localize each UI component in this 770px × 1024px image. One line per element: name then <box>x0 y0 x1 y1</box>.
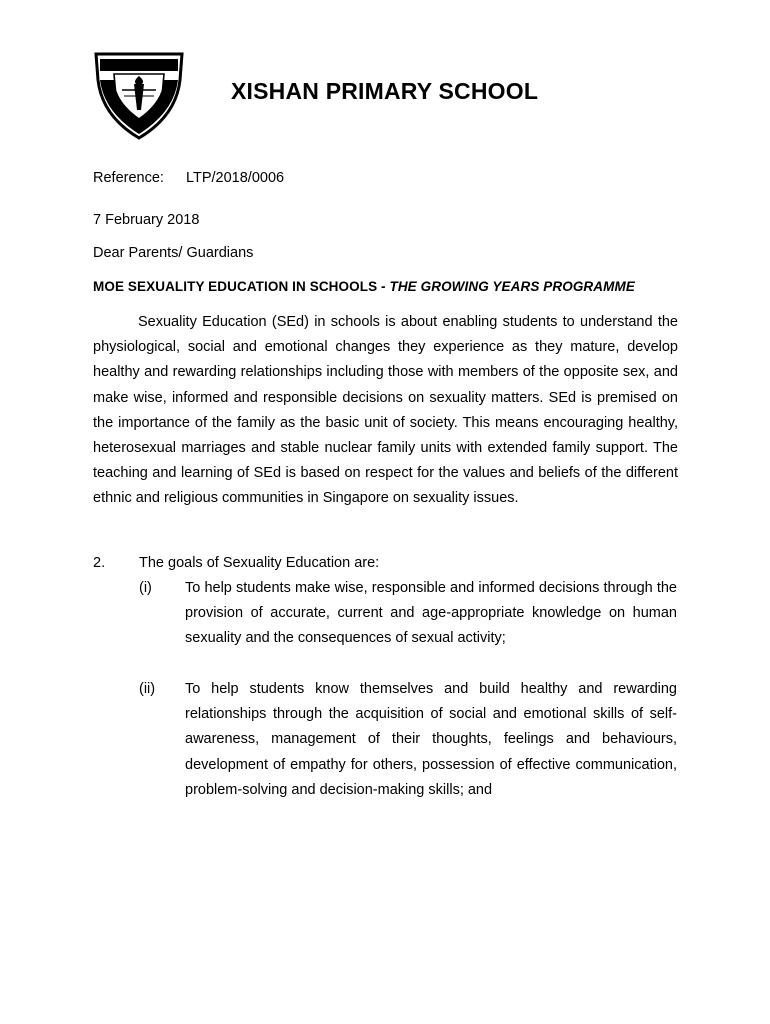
goal-2-text: To help students know themselves and build healthy and rewarding relationships through the acquisition of social and emotional skills of self-awareness, management of their thoughts, feelings and behaviours, development of empathy for others, possession of effective communication, problem-solving and decision-making skills; and <box>185 681 677 798</box>
letter-subject <box>93 279 635 294</box>
goal-1-text: To help students make wise, responsible and informed decisions through the provision of accurate, current and age-appropriate knowledge on human sexuality and the consequences of sexual activity; <box>185 580 677 647</box>
section-2-intro: The goals of Sexuality Education are: <box>139 555 380 571</box>
letter-date: 7 February 2018 <box>93 212 200 228</box>
reference-value: LTP/2018/0006 <box>186 170 285 186</box>
reference-label: Reference: <box>93 170 164 186</box>
school-crest-logo <box>92 50 186 142</box>
subject-programme-title: THE GROWING YEARS PROGRAMME <box>389 279 635 294</box>
section-2-number: 2. <box>93 555 106 571</box>
school-name-heading: XISHAN PRIMARY SCHOOL <box>231 78 539 104</box>
goal-1-marker: (i) <box>139 580 152 596</box>
goal-2-marker: (ii) <box>139 681 156 697</box>
paragraph-1: Sexuality Education (SEd) in schools is about enabling students to understand the physiological, social and emotional changes they experience as they mature, develop healthy and rewarding relationships including those with members of the opposite sex, and make wise, informed and responsible decisions on sexuality matters. SEd is premised on the importance of the family as the basic unit of society. This means encouraging healthy, heterosexual marriages and stable nuclear family units with extended family support. The teaching and learning of SEd is based on respect for the values and beliefs of the different ethnic and religious communities in Singapore on sexuality issues. <box>93 314 678 507</box>
subject-prefix: MOE SEXUALITY EDUCATION IN SCHOOLS - <box>93 279 390 294</box>
salutation: Dear Parents/ Guardians <box>93 245 254 261</box>
